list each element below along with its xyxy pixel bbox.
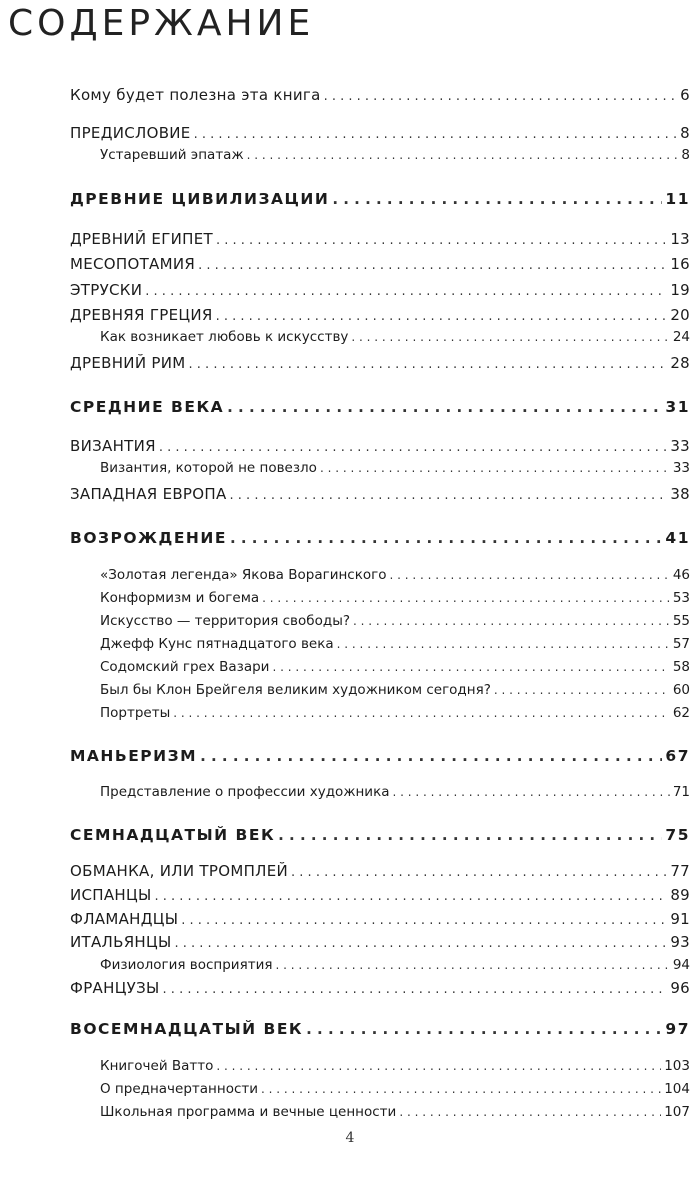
toc-entry-label: ДРЕВНИЕ ЦИВИЛИЗАЦИИ [70, 190, 330, 208]
dot-leader [189, 357, 668, 372]
dot-leader [247, 148, 679, 162]
toc-entry-label: СЕМНАДЦАТЫЙ ВЕК [70, 826, 276, 844]
toc-entry[interactable] [70, 979, 690, 1001]
toc-entry-page: 89 [670, 886, 690, 904]
toc-section[interactable] [70, 747, 690, 771]
toc-entry-page: 94 [672, 957, 690, 973]
toc-entry-page: 46 [672, 567, 690, 583]
toc-entry-page: 93 [670, 933, 690, 951]
toc-subentry[interactable] [100, 147, 690, 167]
toc-entry-label: ДРЕВНЯЯ ГРЕЦИЯ [70, 306, 213, 324]
dot-leader [306, 1020, 662, 1038]
toc-entry-label: ЭТРУСКИ [70, 281, 143, 299]
toc-entry-label: ДРЕВНИЙ ЕГИПЕТ [70, 230, 213, 248]
toc-entry-page: 41 [665, 529, 690, 547]
toc-entry-page: 55 [672, 613, 690, 629]
dot-leader [261, 1082, 661, 1096]
toc-entry-page: 67 [665, 747, 690, 765]
toc-entry-page: 96 [670, 979, 690, 997]
toc-subentry[interactable] [100, 784, 690, 804]
toc-entry-label: ЗАПАДНАЯ ЕВРОПА [70, 485, 227, 503]
toc-entry-page: 57 [672, 636, 690, 652]
toc-section[interactable] [70, 190, 690, 214]
toc-entry[interactable] [70, 354, 690, 376]
toc-entry-label: Содомский грех Вазари [100, 659, 270, 675]
dot-leader [181, 913, 667, 928]
dot-leader [216, 1059, 661, 1073]
toc-subentry[interactable] [100, 957, 690, 977]
toc-entry-label: ВОСЕМНАДЦАТЫЙ ВЕК [70, 1020, 304, 1038]
toc-entry-label: Искусство — территория свободы? [100, 613, 351, 629]
toc-entry[interactable] [70, 124, 690, 146]
toc-entry-label: Представление о профессии художника [100, 784, 390, 800]
toc-entry-page: 71 [672, 784, 690, 800]
toc-entry-page: 60 [672, 682, 690, 698]
toc-entry-label: Византия, которой не повезло [100, 460, 317, 476]
toc-entry-label: ВИЗАНТИЯ [70, 437, 156, 455]
dot-leader [159, 440, 667, 455]
toc-entry-label: Физиология восприятия [100, 957, 273, 973]
toc-entry-label: Был бы Клон Брейгеля великим художником сегодня? [100, 682, 491, 698]
toc-entry[interactable] [70, 933, 690, 955]
toc-entry-label: СРЕДНИЕ ВЕКА [70, 398, 225, 416]
toc-subentry[interactable] [100, 460, 690, 480]
dot-leader [198, 258, 667, 273]
dot-leader [337, 637, 670, 651]
toc-entry-page: 19 [670, 281, 690, 299]
toc-entry-label: ФРАНЦУЗЫ [70, 979, 160, 997]
toc-section[interactable] [70, 826, 690, 850]
toc-entry-page: 107 [664, 1104, 690, 1120]
toc-subentry[interactable] [100, 590, 690, 610]
toc-entry-label: Кому будет полезна эта книга [70, 86, 321, 104]
toc-entry-page: 58 [672, 659, 690, 675]
toc-subentry[interactable] [100, 1104, 690, 1124]
toc-subentry[interactable] [100, 613, 690, 633]
dot-leader [230, 529, 662, 547]
dot-leader [399, 1105, 661, 1119]
toc-entry-page: 8 [680, 124, 690, 142]
dot-leader [175, 936, 668, 951]
dot-leader [324, 89, 678, 104]
toc-entry-label: МЕСОПОТАМИЯ [70, 255, 196, 273]
dot-leader [216, 309, 668, 324]
dot-leader [275, 958, 669, 972]
toc-subentry[interactable] [100, 636, 690, 656]
dot-leader [194, 127, 678, 142]
toc-entry-page: 97 [665, 1020, 690, 1038]
dot-leader [163, 982, 668, 997]
toc-entry-label: Как возникает любовь к искусству [100, 329, 349, 345]
page-number: 4 [345, 1130, 355, 1146]
dot-leader [262, 591, 670, 605]
page-title: СОДЕРЖАНИЕ [8, 3, 315, 44]
dot-leader [216, 233, 667, 248]
dot-leader [390, 568, 670, 582]
toc-entry-label: ИСПАНЦЫ [70, 886, 152, 904]
toc-entry-page: 33 [672, 460, 690, 476]
toc-entry-label: ПРЕДИСЛОВИЕ [70, 124, 191, 142]
toc-entry[interactable] [70, 255, 690, 277]
toc-entry-label: ИТАЛЬЯНЦЫ [70, 933, 172, 951]
dot-leader [494, 683, 670, 697]
toc-section[interactable] [70, 1020, 690, 1044]
toc-entry[interactable] [70, 86, 690, 108]
toc-subentry[interactable] [100, 329, 690, 349]
dot-leader [230, 488, 668, 503]
toc-entry-page: 6 [680, 86, 690, 104]
toc-entry-label: Книгочей Ватто [100, 1058, 214, 1074]
dot-leader [227, 398, 662, 416]
toc-entry[interactable] [70, 306, 690, 328]
toc-subentry[interactable] [100, 1058, 690, 1078]
toc-entry[interactable] [70, 485, 690, 507]
toc-entry-label: Школьная программа и вечные ценности [100, 1104, 397, 1120]
toc-subentry[interactable] [100, 659, 690, 679]
dot-leader [351, 330, 669, 344]
toc-entry-page: 53 [672, 590, 690, 606]
toc-entry[interactable] [70, 281, 690, 303]
toc-subentry[interactable] [100, 567, 690, 587]
toc-entry[interactable] [70, 230, 690, 252]
toc-entry[interactable] [70, 910, 690, 932]
toc-entry-page: 24 [672, 329, 690, 345]
toc-entry-page: 62 [672, 705, 690, 721]
toc-subentry[interactable] [100, 705, 690, 725]
toc-section[interactable] [70, 398, 690, 422]
toc-entry-page: 75 [665, 826, 690, 844]
dot-leader [353, 614, 670, 628]
toc-entry-page: 8 [681, 147, 690, 163]
toc-entry-label: «Золотая легенда» Якова Ворагинского [100, 567, 387, 583]
toc-entry-page: 16 [670, 255, 690, 273]
dot-leader [200, 747, 662, 765]
toc-entry-label: ВОЗРОЖДЕНИЕ [70, 529, 227, 547]
toc-entry-label: ДРЕВНИЙ РИМ [70, 354, 186, 372]
toc-entry[interactable] [70, 862, 690, 884]
toc-entry-page: 77 [670, 862, 690, 880]
toc-entry[interactable] [70, 886, 690, 908]
toc-entry-page: 28 [670, 354, 690, 372]
toc-entry-label: ОБМАНКА, ИЛИ ТРОМПЛЕЙ [70, 862, 289, 880]
dot-leader [278, 826, 662, 844]
dot-leader [393, 785, 670, 799]
toc-section[interactable] [70, 529, 690, 553]
dot-leader [155, 889, 668, 904]
dot-leader [272, 660, 669, 674]
dot-leader [332, 190, 662, 208]
toc-entry-page: 103 [664, 1058, 690, 1074]
toc-subentry[interactable] [100, 682, 690, 702]
dot-leader [291, 865, 667, 880]
toc-entry-page: 104 [664, 1081, 690, 1097]
toc-entry-label: ФЛАМАНДЦЫ [70, 910, 179, 928]
dot-leader [173, 706, 670, 720]
toc-entry-page: 11 [665, 190, 690, 208]
dot-leader [145, 284, 667, 299]
toc-entry-label: МАНЬЕРИЗМ [70, 747, 198, 765]
toc-entry-label: О предначертанности [100, 1081, 259, 1097]
toc-entry-page: 38 [670, 485, 690, 503]
toc-entry-page: 13 [670, 230, 690, 248]
toc-entry[interactable] [70, 437, 690, 459]
dot-leader [320, 461, 670, 475]
toc-entry-label: Портреты [100, 705, 171, 721]
toc-entry-page: 91 [670, 910, 690, 928]
toc-subentry[interactable] [100, 1081, 690, 1101]
toc-entry-label: Конформизм и богема [100, 590, 260, 606]
toc-entry-page: 33 [670, 437, 690, 455]
toc-entry-label: Устаревший эпатаж [100, 147, 244, 163]
toc-entry-label: Джефф Кунс пятнадцатого века [100, 636, 334, 652]
toc-entry-page: 31 [665, 398, 690, 416]
toc-entry-page: 20 [670, 306, 690, 324]
